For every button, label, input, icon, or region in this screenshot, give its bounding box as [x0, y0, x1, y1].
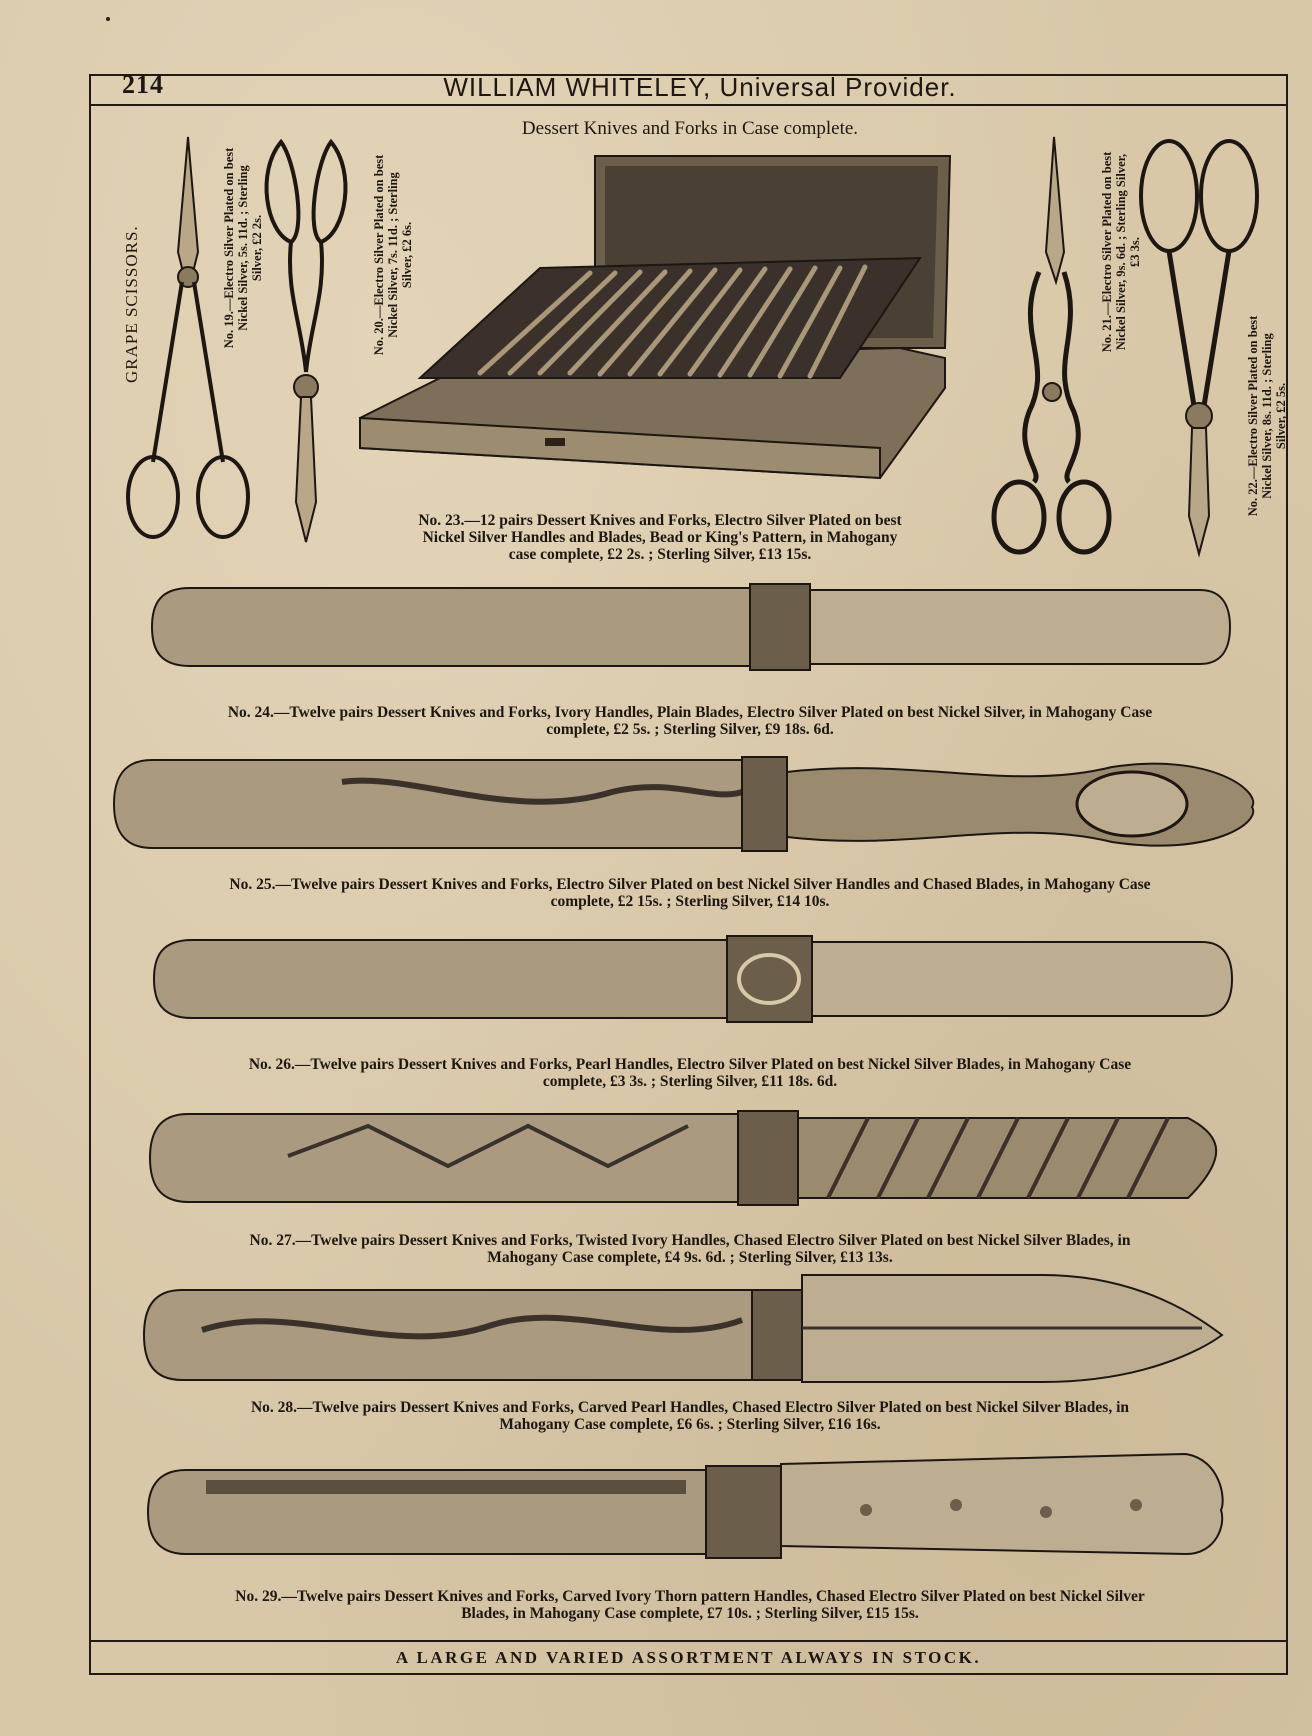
grape-scissors-20-caption: No. 20.—Electro Silver Plated on best Nickel Silver, 7s. 11d. ; Sterling Silver, £2 6s. — [372, 154, 414, 356]
knife-28-caption — [120, 1399, 1260, 1433]
knife-29-caption-line-2: Blades, in Mahogany Case complete, £7 10s. ; Sterling Silver, £15 15s. — [461, 1605, 919, 1622]
knife-24-caption-line-1: No. 24.—Twelve pairs Dessert Knives and Forks, Ivory Handles, Plain Blades, Electro Silver Plated on best Nickel Silver, in Mahogany Case — [227, 704, 1153, 721]
grape-scissors-21-illustration — [984, 132, 1114, 562]
grape-scissors-21-caption: No. 21.—Electro Silver Plated on best Nickel Silver, 9s. 6d. ; Sterling Silver, £3 3s. — [1100, 151, 1142, 353]
knife-25-caption-line-1: No. 25.—Twelve pairs Dessert Knives and Forks, Electro Silver Plated on best Nickel Silver Handles and Chased Blades, in Mahogany Case — [229, 876, 1151, 893]
knife-27-illustration — [148, 1106, 1228, 1211]
grape-scissors-19-caption: No. 19.—Electro Silver Plated on best Nickel Silver, 5s. 11d. ; Sterling Silver, £2 2s. — [222, 147, 264, 349]
grape-scissors-20-illustration — [246, 122, 366, 552]
case-caption — [340, 512, 980, 563]
knife-29-caption — [120, 1588, 1260, 1622]
knife-28-caption-line-2: Mahogany Case complete, £6 6s. ; Sterling Silver, £16 16s. — [499, 1416, 881, 1433]
knife-24-caption — [120, 704, 1260, 738]
knife-27-caption — [120, 1232, 1260, 1266]
knife-24-illustration — [150, 580, 1230, 675]
knife-25-caption — [120, 876, 1260, 910]
knife-26-caption-line-1: No. 26.—Twelve pairs Dessert Knives and Forks, Pearl Handles, Electro Silver Plated on best Nickel Silver Blades, in Mahogany Case — [248, 1056, 1132, 1073]
knife-27-caption-line-1: No. 27.—Twelve pairs Dessert Knives and Forks, Twisted Ivory Handles, Chased Electro Silver Plated on best Nickel Silver Blades, in — [249, 1232, 1131, 1249]
grape-scissors-label: GRAPE SCISSORS. — [122, 225, 141, 383]
page-number: 214 — [122, 70, 164, 99]
ink-speck — [106, 17, 110, 21]
knife-29-caption-line-1: No. 29.—Twelve pairs Dessert Knives and Forks, Carved Ivory Thorn pattern Handles, Chased Electro Silver Plated on best Nickel Silver — [235, 1588, 1145, 1605]
knife-25-illustration — [112, 752, 1262, 857]
knife-26-illustration — [152, 932, 1232, 1027]
case-caption-line-3: case complete, £2 2s. ; Sterling Silver, £13 15s. — [508, 546, 812, 563]
knife-26-caption-line-2: complete, £3 3s. ; Sterling Silver, £11 18s. 6d. — [542, 1073, 838, 1090]
knife-27-caption-line-2: Mahogany Case complete, £4 9s. 6d. ; Sterling Silver, £13 13s. — [487, 1249, 893, 1266]
footer-rule — [89, 1640, 1288, 1642]
cutlery-case-illustration — [360, 148, 960, 508]
case-caption-line-2: Nickel Silver Handles and Blades, Bead or King's Pattern, in Mahogany — [422, 529, 898, 546]
knife-28-illustration — [142, 1270, 1222, 1385]
knife-29-illustration — [146, 1450, 1226, 1560]
case-title: Dessert Knives and Forks in Case complete. — [521, 118, 859, 139]
running-head: WILLIAM WHITELEY, Universal Provider. — [443, 72, 957, 102]
knife-24-caption-line-2: complete, £2 5s. ; Sterling Silver, £9 18s. 6d. — [546, 721, 834, 738]
footer-text: A LARGE AND VARIED ASSORTMENT ALWAYS IN STOCK. — [395, 1648, 982, 1667]
knife-28-caption-line-1: No. 28.—Twelve pairs Dessert Knives and Forks, Carved Pearl Handles, Chased Electro Silver Plated on best Nickel Silver Blades, in — [250, 1399, 1130, 1416]
header-rule — [89, 104, 1288, 106]
knife-25-caption-line-2: complete, £2 15s. ; Sterling Silver, £14 10s. — [550, 893, 830, 910]
grape-scissors-22-caption: No. 22.—Electro Silver Plated on best Nickel Silver, 8s. 11d. ; Sterling Silver, £2 5s. — [1246, 315, 1288, 517]
case-caption-line-1: No. 23.—12 pairs Dessert Knives and Forks, Electro Silver Plated on best — [418, 512, 902, 529]
knife-26-caption — [120, 1056, 1260, 1090]
